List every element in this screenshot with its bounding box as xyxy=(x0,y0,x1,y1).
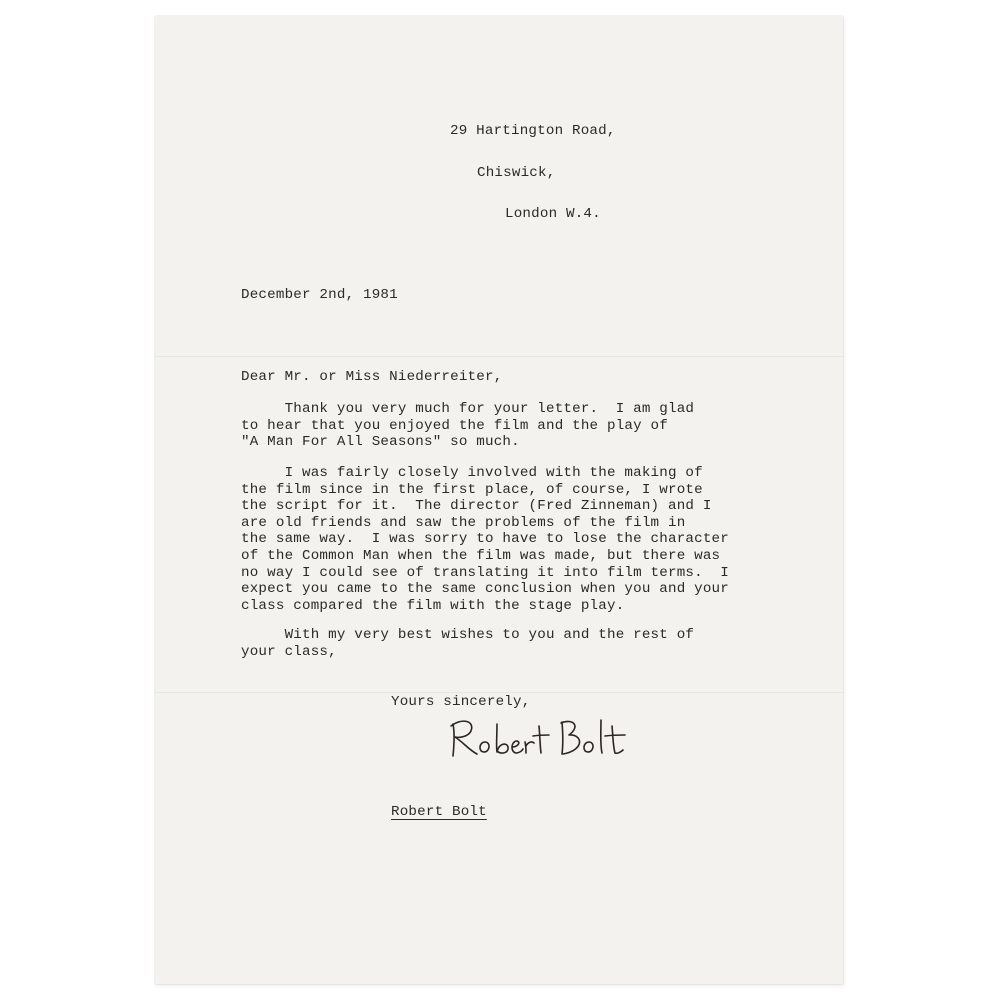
body-paragraph-1: Thank you very much for your letter. I am glad to hear that you enjoyed the film and the play of "A Man For All Seasons" so much. xyxy=(241,401,695,451)
address-line-1: 29 Hartington Road, xyxy=(450,123,616,139)
address-line-3: London W.4. xyxy=(505,206,601,222)
fold-crease-top xyxy=(155,356,843,357)
closing: Yours sincerely, xyxy=(391,694,531,710)
address-line-2: Chiswick, xyxy=(477,165,556,181)
body-paragraph-2: I was fairly closely involved with the making of the film since in the first place, of course, I wrote the script for it. The director (Fred Zinneman) and I are old friends and saw the problems of the film in the same way. I was sorry to have to lose the character of the Common Man when the film was made, but there was no way I could see of translating it into film terms. I expect you came to the same conclusion when you and your class compared the film with the stage play. xyxy=(241,465,729,614)
typed-name: Robert Bolt xyxy=(391,804,487,820)
letter-date: December 2nd, 1981 xyxy=(241,287,398,303)
handwritten-signature xyxy=(445,704,645,774)
body-paragraph-3: With my very best wishes to you and the rest of your class, xyxy=(241,627,695,660)
letter-sheet xyxy=(155,16,843,984)
salutation: Dear Mr. or Miss Niederreiter, xyxy=(241,369,503,385)
